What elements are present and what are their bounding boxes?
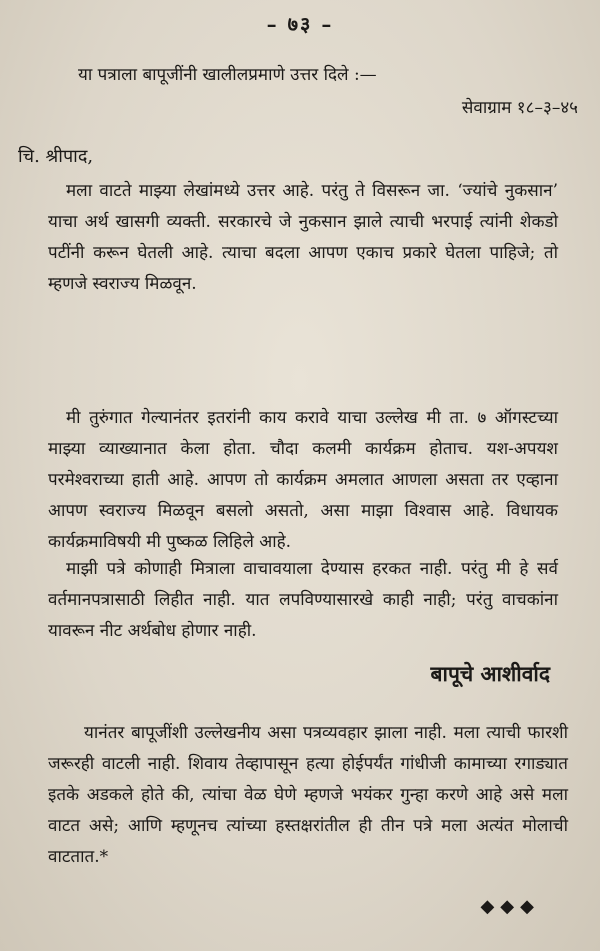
date-line: सेवाग्राम १८–३–४५	[461, 98, 578, 118]
ornament-diamonds: ◆◆◆	[480, 896, 540, 917]
letter-paragraph-2	[48, 403, 558, 558]
intro-line: या पत्राला बापूजींनी खालीलप्रमाणे उत्तर दिले :—	[78, 65, 377, 85]
paragraph-text: मी तुरुंगात गेल्यानंतर इतरांनी काय करावे याचा उल्लेख मी ता. ७ ऑगस्टच्या माझ्या व्याख्यानात केला होता. चौदा कलमी कार्यक्रम होताच. यश-अपयश परमेश्वराच्या हाती आहे. आपण तो कार्यक्रम अमलात आणला असता तर एव्हाना आपण स्वराज्य मिळवून बसलो असतो, असा माझा विश्वास आहे. विधायक कार्यक्रमाविषयी मी पुष्कळ लिहिले आहे.	[48, 408, 558, 552]
signature: बापूचे आशीर्वाद	[430, 661, 550, 686]
page-number: – ७३ –	[266, 12, 334, 36]
paragraph-text: माझी पत्रे कोणाही मित्राला वाचावयाला देण्यास हरकत नाही. परंतु मी हे सर्व वर्तमानपत्रासाठी लिहीत नाही. यात लपविण्यासारखे काही नाही; परंतु वाचकांना यावरून नीट अर्थबोध होणार नाही.	[48, 559, 558, 641]
paragraph-text: यानंतर बापूजींशी उल्लेखनीय असा पत्रव्यवहार झाला नाही. मला त्याची फारशी जरूरही वाटली नाही. शिवाय तेव्हापासून हत्या होईपर्यंत गांधीजी कामाच्या रगाड्यात इतके अडकले होते की, त्यांचा वेळ घेणे म्हणजे भयंकर गुन्हा करणे आहे असे मला वाटत असे; आणि म्हणूनच त्यांच्या हस्तक्षरांतील ही तीन पत्रे मला अत्यंत मोलाची वाटतात.*	[48, 723, 568, 867]
letter-paragraph-3	[48, 554, 558, 647]
paragraph-text: मला वाटते माझ्या लेखांमध्ये उत्तर आहे. परंतु ते विसरून जा. ‘ज्यांचे नुकसान’ याचा अर्थ खासगी व्यक्ती. सरकारचे जे नुकसान झाले त्याची भरपाई त्यांनी शेकडो पटींनी करून घेतली आहे. त्याचा बदला आपण एकाच प्रकारे घेतला पाहिजे; तो म्हणजे स्वराज्य मिळवून.	[48, 181, 558, 294]
narrative-paragraph	[48, 718, 568, 873]
salutation: चि. श्रीपाद,	[18, 146, 94, 167]
letter-paragraph-1	[48, 176, 558, 300]
